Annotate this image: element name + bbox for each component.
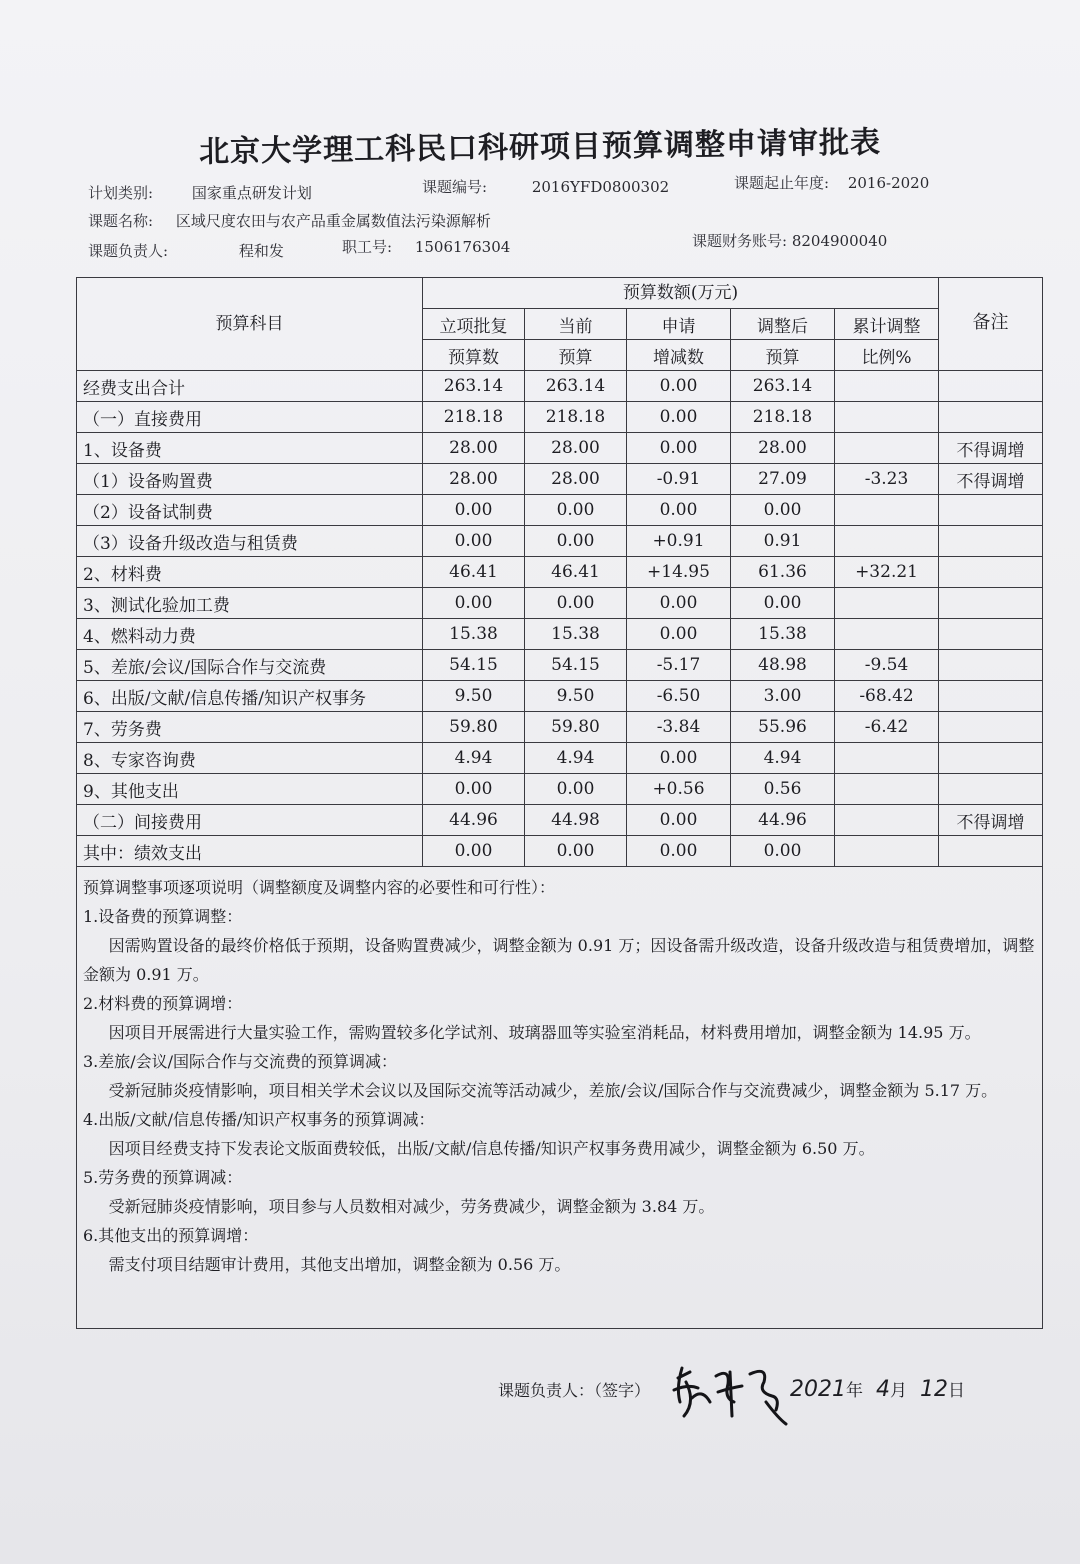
ratio-value [835,402,939,433]
row-note [939,588,1043,619]
change-value: +0.91 [627,526,731,557]
project-name-value: 区域尺度农田与农产品重金属数值法污染源解析 [175,212,491,230]
change-value: 0.00 [627,371,731,402]
period-field [734,172,929,193]
current-value: 0.00 [525,495,627,526]
ratio-value [835,805,939,836]
plan-type-value: 国家重点研发计划 [191,184,312,202]
explanation-item-text: 因项目经费支持下发表论文版面费较低，出版/文献/信息传播/知识产权事务费用减少，调整金额为 6.50 万。 [108,1139,875,1158]
current-value: 59.80 [525,712,627,743]
account-field [692,230,887,251]
change-value: -5.17 [627,650,731,681]
current-value: 0.00 [525,588,627,619]
col-header-ratio-1: 累计调整 [835,309,939,340]
period-label: 课题起止年度: [734,174,830,192]
explanation-item-title: 6.其他支出的预算调增： [83,1226,259,1245]
col-header-change-2: 增减数 [627,340,731,371]
col-header-ratio-2: 比例% [835,340,939,371]
signature-date [790,1376,965,1402]
current-value: 46.41 [525,557,627,588]
adjusted-value: 263.14 [731,371,835,402]
adjusted-value: 4.94 [731,743,835,774]
row-name: （2）设备试制费 [77,495,423,526]
current-value: 54.15 [525,650,627,681]
ratio-value [835,619,939,650]
row-note [939,712,1043,743]
document-title: 北京大学理工科民口科研项目预算调整申请审批表 [198,125,882,170]
date-year-unit: 年 [846,1381,863,1401]
col-header-adjusted-2: 预算 [731,340,835,371]
current-value: 28.00 [525,464,627,495]
ratio-value: -9.54 [835,650,939,681]
date-month-unit: 月 [890,1381,907,1401]
change-value: 0.00 [627,495,731,526]
account-value: 8204900040 [791,232,888,250]
explanation-item-text: 受新冠肺炎疫情影响，项目相关学术会议以及国际交流等活动减少，差旅/会议/国际合作与交流费减少，调整金额为 5.17 万。 [108,1081,998,1100]
approved-value: 46.41 [423,557,525,588]
budget-table [76,277,1043,1329]
current-value: 218.18 [525,402,627,433]
ratio-value [835,774,939,805]
row-note [939,495,1043,526]
project-no-label: 课题编号: [422,178,488,196]
row-name: 4、燃料动力费 [77,619,423,650]
ratio-value: +32.21 [835,557,939,588]
plan-type-label: 计划类别: [88,184,154,202]
project-no-value: 2016YFD0800302 [531,178,670,196]
current-value: 4.94 [525,743,627,774]
table-row [77,588,1043,619]
adjusted-value: 0.00 [731,588,835,619]
change-value: 0.00 [627,433,731,464]
table-row [77,650,1043,681]
adjusted-value: 55.96 [731,712,835,743]
approved-value: 28.00 [423,464,525,495]
ratio-value [835,371,939,402]
ratio-value [835,836,939,867]
approved-value: 0.00 [423,526,525,557]
date-year: 2021 [790,1377,846,1402]
col-header-current-2: 预算 [525,340,627,371]
approved-value: 59.80 [423,712,525,743]
explanation-item-title: 3.差旅/会议/国际合作与交流费的预算调减： [83,1052,398,1071]
explanation-cell [77,867,1043,1329]
leader-field [88,240,284,261]
row-name: 2、材料费 [77,557,423,588]
row-note [939,557,1043,588]
approved-value: 218.18 [423,402,525,433]
ratio-value [835,526,939,557]
row-note [939,402,1043,433]
adjusted-value: 0.00 [731,495,835,526]
current-value: 263.14 [525,371,627,402]
project-name-label: 课题名称: [88,212,154,230]
table-row [77,681,1043,712]
col-header-change-1: 申请 [627,309,731,340]
explanation-item-text: 因需购置设备的最终价格低于预期，设备购置费减少，调整金额为 0.91 万；因设备需升级改造，设备升级改造与租赁费增加，调整金额为 0.91 万。 [83,936,1035,984]
table-row [77,619,1043,650]
project-name-field [88,210,491,231]
adjusted-value: 44.96 [731,805,835,836]
approved-value: 4.94 [423,743,525,774]
approved-value: 44.96 [423,805,525,836]
adjusted-value: 0.56 [731,774,835,805]
ratio-value: -3.23 [835,464,939,495]
approved-value: 0.00 [423,495,525,526]
row-note [939,371,1043,402]
row-name: 7、劳务费 [77,712,423,743]
table-row [77,495,1043,526]
plan-type-field [88,182,312,203]
row-name: 3、测试化验加工费 [77,588,423,619]
current-value: 0.00 [525,526,627,557]
adjusted-value: 28.00 [731,433,835,464]
approved-value: 15.38 [423,619,525,650]
staff-no-label: 职工号: [342,238,393,256]
row-note [939,650,1043,681]
subject-header: 预算科目 [77,278,423,371]
header-row-1 [77,278,1043,309]
adjusted-value: 218.18 [731,402,835,433]
table-row [77,836,1043,867]
approved-value: 54.15 [423,650,525,681]
explanation-item-title: 2.材料费的预算调增： [83,994,243,1013]
current-value: 15.38 [525,619,627,650]
row-note: 不得调增 [939,433,1043,464]
explanation-item-text: 受新冠肺炎疫情影响，项目参与人员数相对减少，劳务费减少，调整金额为 3.84 万。 [108,1197,715,1216]
leader-label: 课题负责人: [88,242,169,260]
handwritten-signature [668,1358,798,1428]
account-label: 课题财务账号: [692,232,788,250]
row-note [939,681,1043,712]
current-value: 0.00 [525,774,627,805]
project-no-field [422,176,669,197]
date-month: 4 [876,1377,890,1402]
row-name: （1）设备购置费 [77,464,423,495]
row-note [939,836,1043,867]
note-header: 备注 [939,278,1043,371]
adjusted-value: 0.91 [731,526,835,557]
change-value: -3.84 [627,712,731,743]
amount-header: 预算数额(万元) [423,278,939,309]
row-name: （3）设备升级改造与租赁费 [77,526,423,557]
row-note [939,774,1043,805]
row-name: （一）直接费用 [77,402,423,433]
row-note: 不得调增 [939,464,1043,495]
leader-value: 程和发 [238,242,284,260]
explanation-item-title: 5.劳务费的预算调减： [83,1168,243,1187]
ratio-value: -68.42 [835,681,939,712]
row-name: 5、差旅/会议/国际合作与交流费 [77,650,423,681]
row-name: 1、设备费 [77,433,423,464]
change-value: 0.00 [627,743,731,774]
table-row [77,557,1043,588]
change-value: 0.00 [627,588,731,619]
row-name: 其中：绩效支出 [77,836,423,867]
table-row [77,526,1043,557]
approved-value: 0.00 [423,774,525,805]
col-header-approved-1: 立项批复 [423,309,525,340]
change-value: +14.95 [627,557,731,588]
explanation-item-title: 1.设备费的预算调整： [83,907,243,926]
table-row [77,805,1043,836]
approved-value: 28.00 [423,433,525,464]
row-note [939,526,1043,557]
adjusted-value: 0.00 [731,836,835,867]
table-row [77,774,1043,805]
date-day-unit: 日 [948,1381,965,1401]
change-value: 0.00 [627,836,731,867]
adjusted-value: 61.36 [731,557,835,588]
staff-no-value: 1506176304 [414,238,511,256]
ratio-value [835,743,939,774]
adjusted-value: 15.38 [731,619,835,650]
approved-value: 0.00 [423,588,525,619]
table-row [77,712,1043,743]
approved-value: 9.50 [423,681,525,712]
staff-no-field [342,236,510,257]
period-value: 2016-2020 [847,174,930,192]
col-header-approved-2: 预算数 [423,340,525,371]
change-value: -0.91 [627,464,731,495]
explanation-item-title: 4.出版/文献/信息传播/知识产权事务的预算调减： [83,1110,435,1129]
adjusted-value: 48.98 [731,650,835,681]
current-value: 9.50 [525,681,627,712]
table-row [77,371,1043,402]
explanation-row [77,867,1043,1329]
row-name: （二）间接费用 [77,805,423,836]
explanation-item-text: 需支付项目结题审计费用，其他支出增加，调整金额为 0.56 万。 [108,1255,571,1274]
table-row [77,402,1043,433]
current-value: 0.00 [525,836,627,867]
change-value: 0.00 [627,805,731,836]
row-name: 6、出版/文献/信息传播/知识产权事务 [77,681,423,712]
row-name: 经费支出合计 [77,371,423,402]
col-header-adjusted-1: 调整后 [731,309,835,340]
row-note [939,619,1043,650]
change-value: 0.00 [627,402,731,433]
row-name: 8、专家咨询费 [77,743,423,774]
adjusted-value: 3.00 [731,681,835,712]
explanation-list [83,902,1036,1279]
table-row [77,743,1043,774]
date-day: 12 [920,1377,948,1402]
explanation-item-text: 因项目开展需进行大量实验工作，需购置较多化学试剂、玻璃器皿等实验室消耗品，材料费用增加，调整金额为 14.95 万。 [108,1023,981,1042]
ratio-value [835,433,939,464]
row-note [939,743,1043,774]
table-row [77,433,1043,464]
adjusted-value: 27.09 [731,464,835,495]
current-value: 28.00 [525,433,627,464]
ratio-value [835,588,939,619]
approved-value: 0.00 [423,836,525,867]
row-note: 不得调增 [939,805,1043,836]
explanation-heading: 预算调整事项逐项说明（调整额度及调整内容的必要性和可行性）： [83,878,556,897]
table-row [77,464,1043,495]
change-value: -6.50 [627,681,731,712]
approved-value: 263.14 [423,371,525,402]
change-value: 0.00 [627,619,731,650]
ratio-value [835,495,939,526]
row-name: 9、其他支出 [77,774,423,805]
col-header-current-1: 当前 [525,309,627,340]
ratio-value: -6.42 [835,712,939,743]
signature-label: 课题负责人：（签字） [498,1381,651,1400]
change-value: +0.56 [627,774,731,805]
current-value: 44.98 [525,805,627,836]
